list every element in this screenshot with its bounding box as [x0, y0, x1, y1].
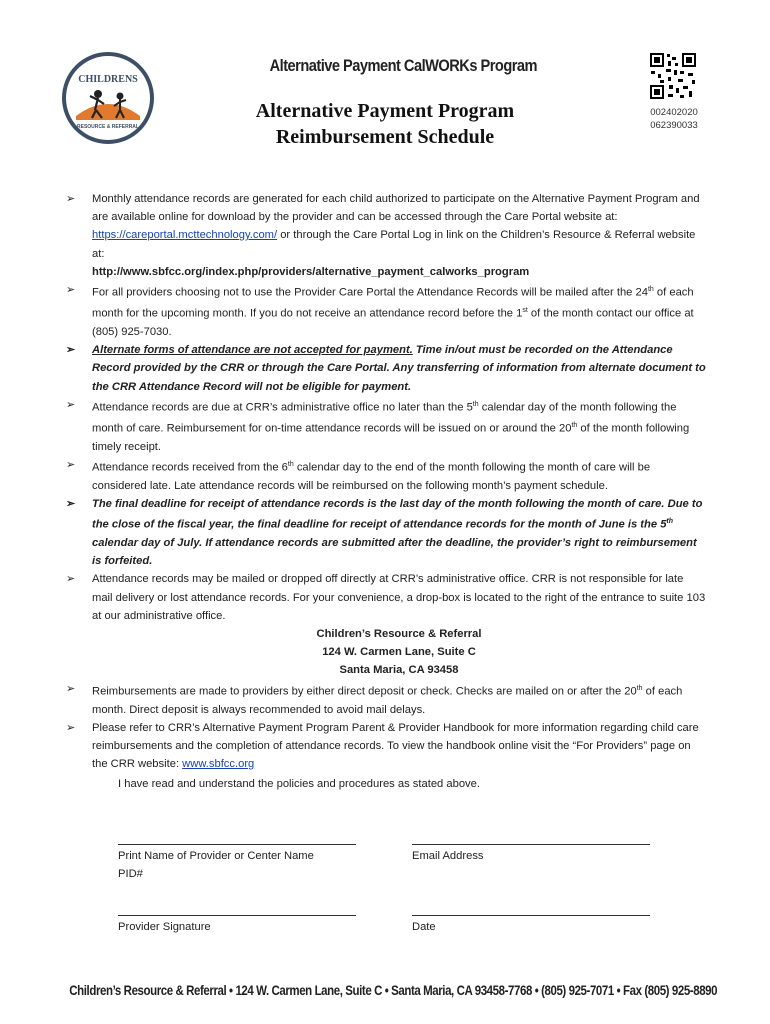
list-item: ➢ Monthly attendance records are generated for each child authorized to participate on the Alternative Payment Program and are available online for download by the provider and can be accessed through the Care Portal website at: https://careportal.mcttechnology.com/ or through the Care Portal Log in link on the Children’s Resource & Referral website at: http://www.sbfcc.org/index.php/providers/alternative_payment_calworks_program — [66, 190, 706, 281]
acknowledgement-statement: I have read and understand the policies and procedures as stated above. — [118, 778, 480, 790]
footer-contact: Children’s Resource & Referral • 124 W. Carmen Lane, Suite C • Santa Maria, CA 93458-7768 • (805) 925-7071 • Fax (805) 925-8890 — [69, 982, 718, 998]
arrow-bullet-icon: ➢ — [66, 721, 76, 734]
list-item: ➢ Attendance records may be mailed or dropped off directly at CRR’s administrative office. CRR is not responsible for late mail delivery or lost attendance records. For your convenience, a drop-box is located to the right of the entrance to suite 103 at our administrative office. — [66, 570, 706, 625]
list-item: ➢ Alternate forms of attendance are not accepted for payment. Time in/out must be recorded on the Attendance Record provided by the CRR or through the Care Portal. Any transferring of information from alternate document to the CRR Attendance Record will not be eligible for payment. — [66, 341, 706, 396]
date-label: Date — [412, 921, 436, 933]
logo-text-top: CHILDRENS — [78, 74, 138, 85]
date-line[interactable] — [412, 915, 650, 916]
print-name-label: Print Name of Provider or Center Name — [118, 850, 314, 862]
sbfcc-program-url: http://www.sbfcc.org/index.php/providers/alternative_payment_calworks_program — [92, 265, 530, 278]
signature-label: Provider Signature — [118, 921, 211, 933]
arrow-bullet-icon: ➢ — [66, 458, 76, 471]
document-title-line1: Alternative Payment Program — [255, 100, 515, 122]
arrow-bullet-icon: ➢ — [66, 682, 76, 695]
list-item: ➢ Please refer to CRR’s Alternative Payment Program Parent & Provider Handbook for more information regarding child care reimbursements and the completion of attendance records. To view the handbook online visit the “For Providers” page on the CRR website: www.sbfcc.org — [66, 719, 706, 774]
list-item: ➢ Reimbursements are made to providers by either direct deposit or check. Checks are mailed on or after the 20th of each month. Direct deposit is always recommended to avoid mail delays. — [66, 680, 706, 719]
arrow-bullet-icon: ➢ — [66, 193, 76, 205]
arrow-bullet-icon: ➢ — [66, 284, 76, 297]
document-code — [632, 106, 716, 132]
arrow-bullet-icon: ➢ — [66, 398, 76, 411]
email-label: Email Address — [412, 850, 484, 862]
organization-logo — [62, 52, 154, 144]
document-title — [230, 98, 540, 150]
arrow-bullet-icon: ➢ — [66, 573, 76, 586]
logo-text-bottom: RESOURCE & REFERRAL — [77, 124, 139, 130]
pid-label: PID# — [118, 868, 143, 880]
document-code-line1: 002402020 — [650, 107, 698, 118]
arrow-bullet-icon: ➢ — [66, 344, 76, 357]
arrow-bullet-icon: ➢ — [66, 497, 76, 510]
list-item: ➢ Attendance records are due at CRR’s administrative office no later than the 5th calendar day of the month following the month of care. Reimbursement for on-time attendance records will be issued on or around the 20th of the month following timely receipt. — [66, 396, 706, 456]
program-title: Alternative Payment CalWORKs Program — [269, 56, 538, 75]
list-item: ➢ The final deadline for receipt of attendance records is the last day of the month following the month of care. Due to the close of the fiscal year, the final deadline for receipt of attendance records for the month of June is the 5th calendar day of July. If attendance records are submitted after the deadline, the provider’s right to reimbursement is forfeited. — [66, 495, 706, 571]
signature-line[interactable] — [118, 915, 356, 916]
document-title-line2: Reimbursement Schedule — [275, 126, 495, 148]
policy-list — [66, 190, 706, 773]
print-name-line[interactable] — [118, 844, 356, 845]
list-item: ➢ For all providers choosing not to use the Provider Care Portal the Attendance Records will be mailed after the 24th of each month for the upcoming month. If you do not receive an attendance record before the 1st of the month contact our office at (805) 925-7030. — [66, 281, 706, 341]
sbfcc-website-link[interactable]: www.sbfcc.org — [182, 758, 255, 771]
email-line[interactable] — [412, 844, 650, 845]
careportal-link[interactable]: https://careportal.mcttechnology.com/ — [92, 229, 278, 242]
mailing-address: Children’s Resource & Referral 124 W. Carmen Lane, Suite C Santa Maria, CA 93458 — [316, 628, 482, 677]
document-code-line2: 062390033 — [650, 120, 698, 131]
list-item: ➢ Attendance records received from the 6th calendar day to the end of the month following the month of care will be considered late. Late attendance records will be reimbursed on the following month’s payment schedule. — [66, 456, 706, 495]
qr-code — [649, 52, 697, 100]
